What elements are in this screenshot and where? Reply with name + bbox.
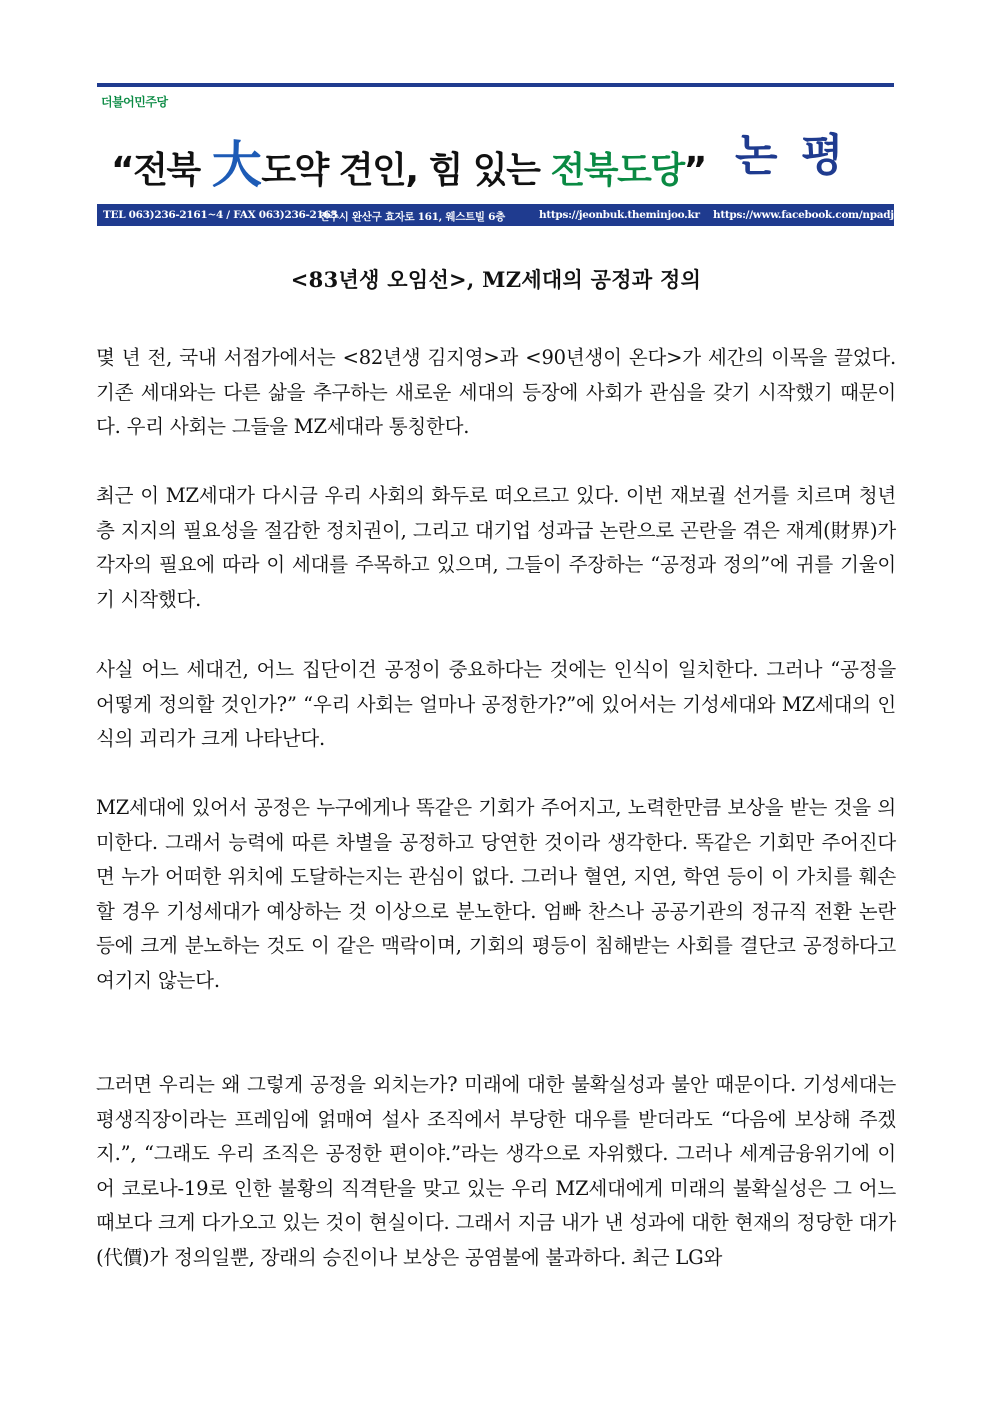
slogan-open: “전북 xyxy=(111,150,211,191)
section-label: 논 평 xyxy=(735,130,848,181)
paragraph-2-block xyxy=(96,479,896,617)
article-title: <83년생 오임선>, MZ세대의 공정과 정의 xyxy=(290,267,702,292)
contact-facebook[interactable]: https://www.facebook.com/npadjb xyxy=(713,209,901,221)
paragraph-1: 몇 년 전, 국내 서점가에서는 <82년생 김지영>과 <90년생이 온다>가 세간의 이목을 끌었다. 기존 세대와는 다른 삶을 추구하는 새로운 세대의 등장에 사회가 관심을 갖기 시작했기 때문이다. 우리 사회는 그들을 MZ세대라 통칭한다. xyxy=(96,346,896,439)
contact-website[interactable]: https://jeonbuk.theminjoo.kr xyxy=(539,209,700,221)
party-logo-text: 더불어민주당 xyxy=(101,95,168,109)
paragraph-3: 사실 어느 세대건, 어느 집단이건 공정이 중요하다는 것에는 인식이 일치한다. 그러나 “공정을 어떻게 정의할 것인가?” “우리 사회는 얼마나 공정한가?”에 있어서는 기성세대와 MZ세대의 인식의 괴리가 크게 나타난다. xyxy=(96,658,896,751)
slogan-close: ” xyxy=(683,150,706,191)
paragraph-5-block xyxy=(96,1068,896,1276)
slogan-big-char: 大 xyxy=(211,136,261,194)
letterhead xyxy=(97,83,901,225)
slogan-mid: 도약 견인, 힘 있는 xyxy=(261,150,551,191)
paragraph-5: 그러면 우리는 왜 그렇게 공정을 외치는가? 미래에 대한 불확실성과 불안 때문이다. 기성세대는 평생직장이라는 프레임에 얽매여 설사 조직에서 부당한 대우를 받더라도 “다음에 보상해 주겠지.”, “그래도 우리 조직은 공정한 편이야.”라는 생각으로 자위했다. 그러나 세계금융위기에 이어 코로나-19로 인한 불황의 직격탄을 맞고 있는 우리 MZ세대에게 미래의 불확실성은 그 어느 때보다 크게 다가오고 있는 것이 현실이다. 그래서 지금 내가 낸 성과에 대한 현재의 정당한 대가(代價)가 정의일뿐, 장래의 승진이나 보상은 공염불에 불과하다. 최근 LG와 xyxy=(96,1073,896,1269)
paragraph-4: MZ세대에 있어서 공정은 누구에게나 똑같은 기회가 주어지고, 노력한만큼 보상을 받는 것을 의미한다. 그래서 능력에 따른 차별을 공정하고 당연한 것이라 생각한다. 똑같은 기회만 주어진다면 누가 어떠한 위치에 도달하는지는 관심이 없다. 그러나 혈연, 지연, 학연 등이 이 가치를 훼손할 경우 기성세대가 예상하는 것 이상으로 분노한다. 엄빠 찬스나 공공기관의 정규직 전환 논란 등에 크게 분노하는 것도 이 같은 맥락이며, 기회의 평등이 침해받는 사회를 결단코 공정하다고 여기지 않는다. xyxy=(96,796,896,992)
paragraph-1-block xyxy=(96,341,896,445)
header-top-rule xyxy=(97,83,894,87)
contact-bar xyxy=(97,204,901,226)
contact-phone: TEL 063)236-2161~4 / FAX 063)236-2165 xyxy=(103,209,338,221)
paragraph-3-block xyxy=(96,653,896,757)
paragraph-4-block xyxy=(96,791,896,999)
slogan-green: 전북도당 xyxy=(550,150,684,191)
paragraph-2: 최근 이 MZ세대가 다시금 우리 사회의 화두로 떠오르고 있다. 이번 재보궐 선거를 치르며 청년층 지지의 필요성을 절감한 정치권이, 그리고 대기업 성과급 논란으로 곤란을 겪은 재계(財界)가 각자의 필요에 따라 이 세대를 주목하고 있으며, 그들이 주장하는 “공정과 정의”에 귀를 기울이기 시작했다. xyxy=(96,484,896,611)
slogan xyxy=(111,125,706,197)
contact-address: 전주시 완산구 효자로 161, 웨스트빌 6층 xyxy=(319,211,505,223)
